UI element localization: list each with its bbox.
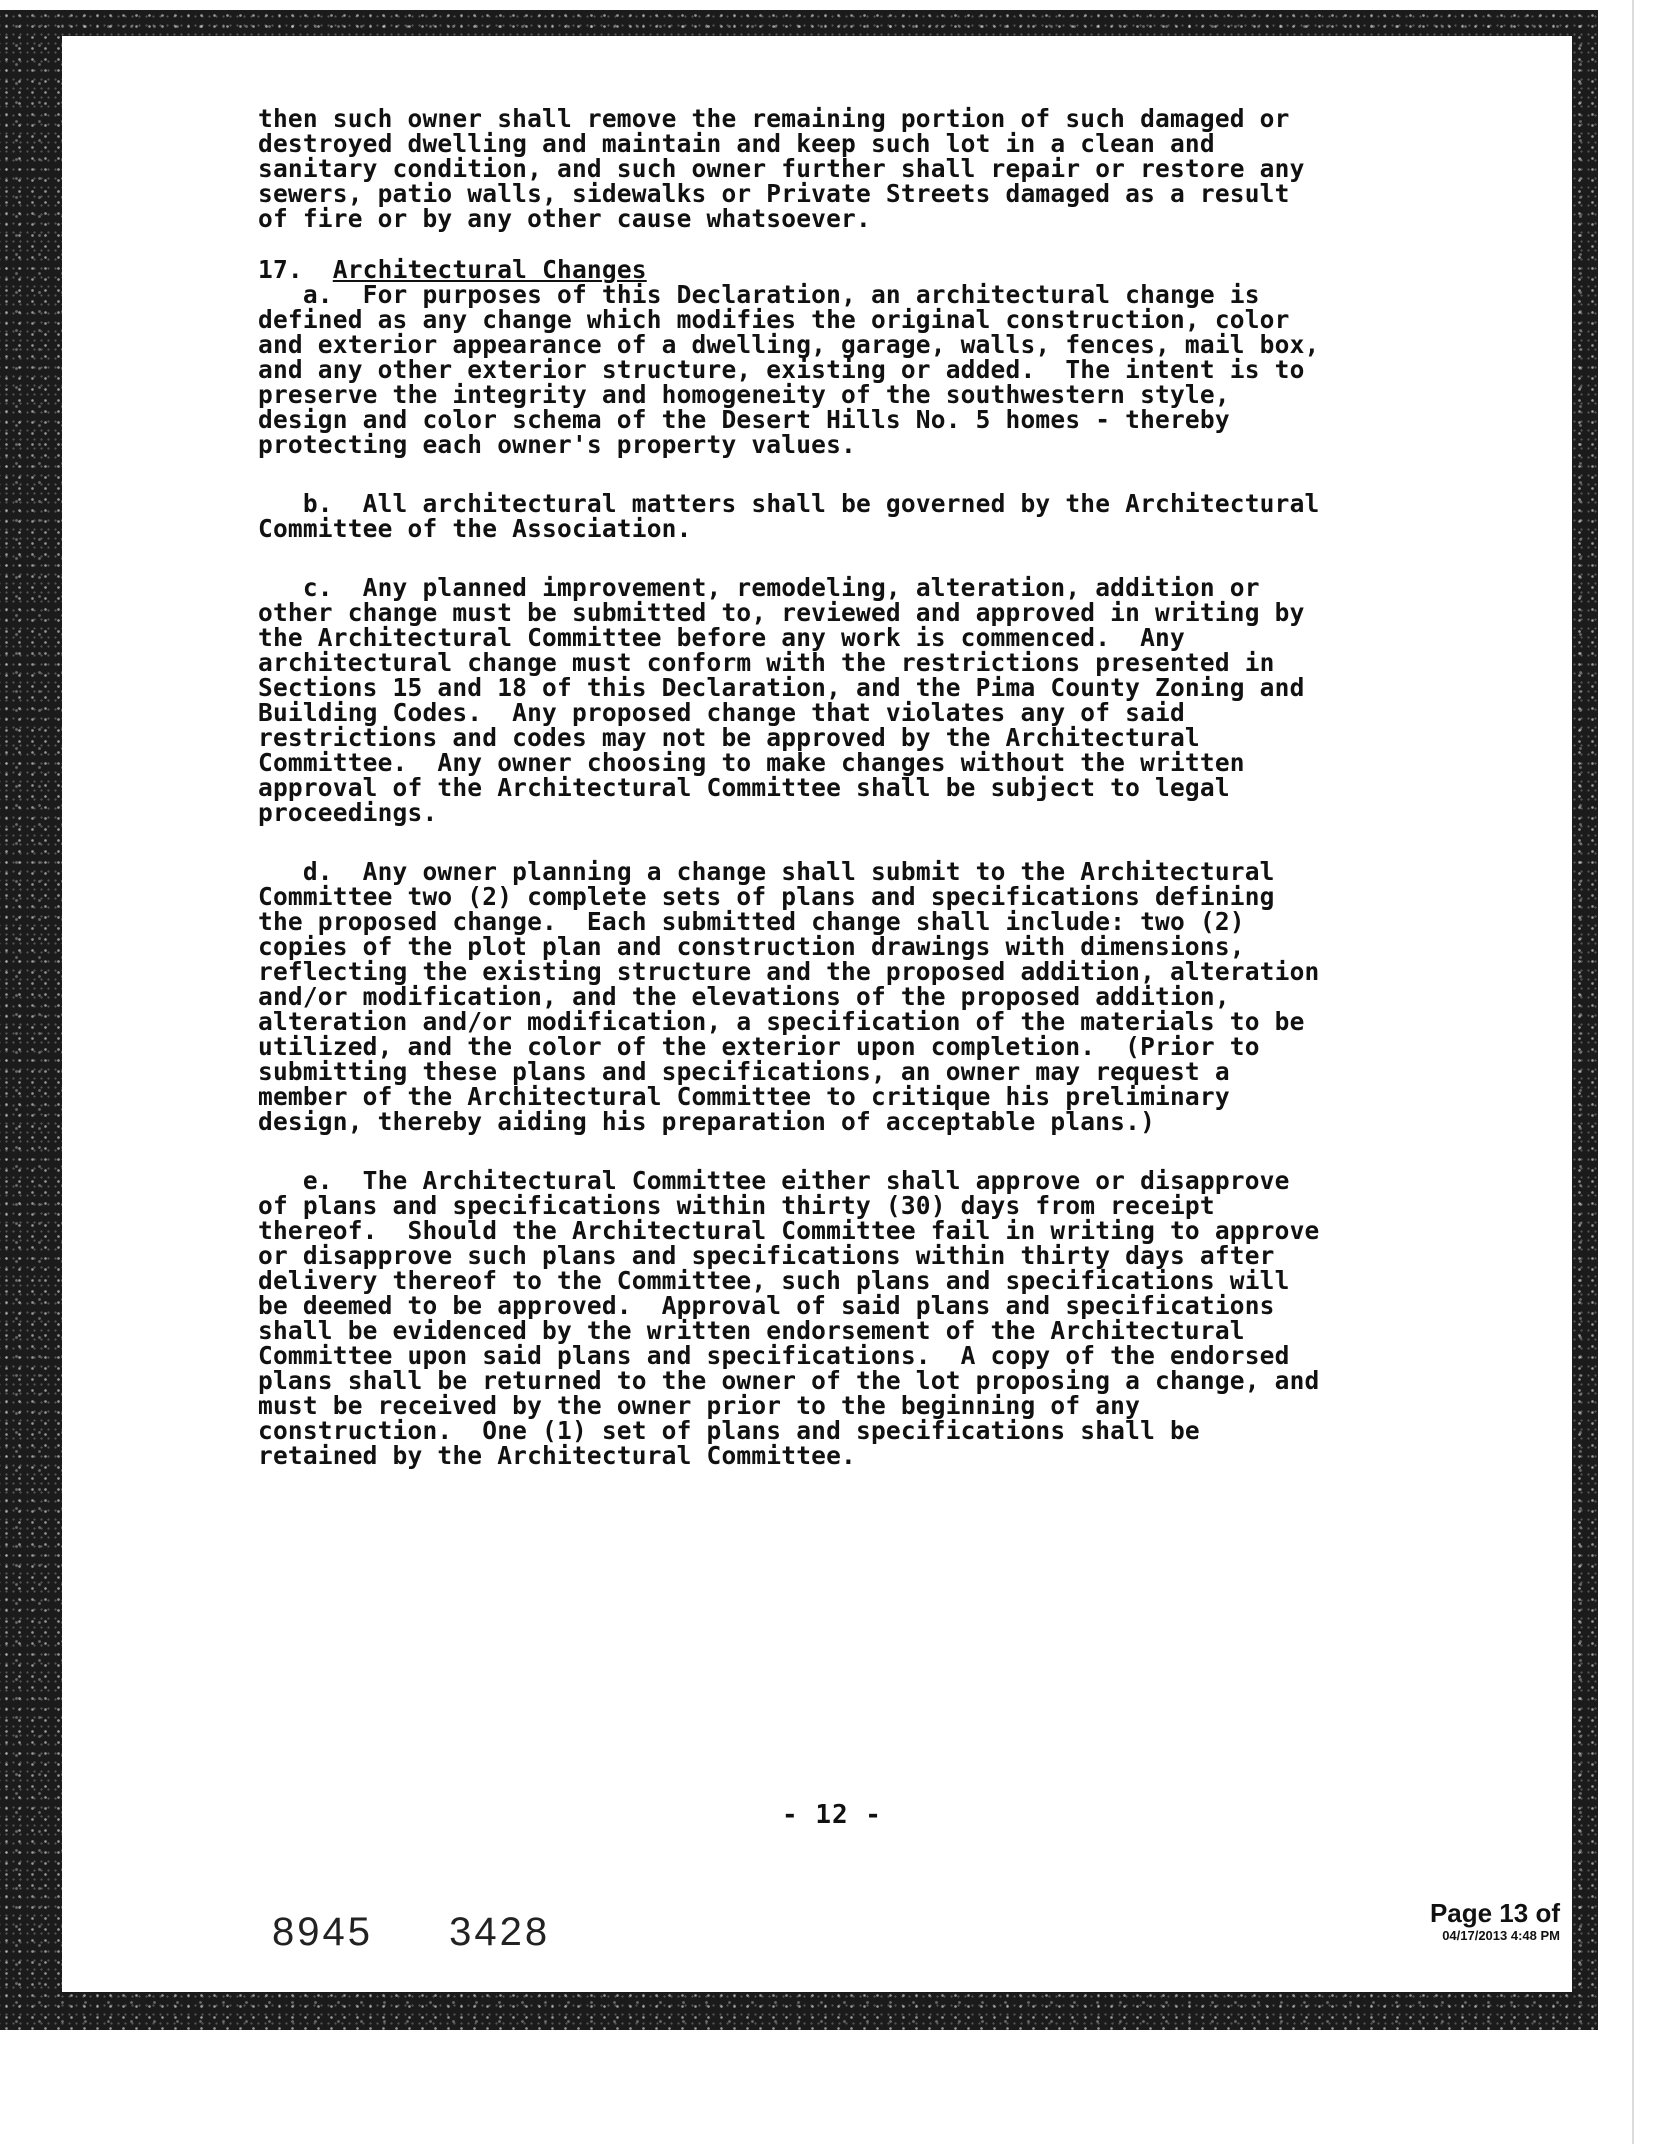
text-line: submitting these plans and specifications, an owner may request a [258,1057,1230,1086]
document-body [258,106,1538,1502]
text-line: a. For purposes of this Declaration, an architectural change is [258,280,1260,309]
continuation-paragraph [258,106,1538,231]
text-line: copies of the plot plan and construction drawings with dimensions, [258,932,1245,961]
text-line: the Architectural Committee before any work is commenced. Any [258,623,1185,652]
text-line: architectural change must conform with the restrictions presented in [258,648,1275,677]
text-line: protecting each owner's property values. [258,430,857,459]
text-line: or disapprove such plans and specifications within thirty days after [258,1241,1275,1270]
section-heading-line [258,257,1538,282]
text-line: restrictions and codes may not be approved by the Architectural [258,723,1200,752]
text-line: e. The Architectural Committee either shall approve or disapprove [258,1166,1290,1195]
stamp-datetime: 04/17/2013 4:48 PM [1442,1928,1560,1943]
text-line: delivery thereof to the Committee, such plans and specifications will [258,1266,1290,1295]
page-stamp [1430,1898,1560,1943]
text-line: of plans and specifications within thirty (30) days from receipt [258,1191,1215,1220]
text-line: reflecting the existing structure and the proposed addition, alteration [258,957,1320,986]
page-number: - 12 - [782,1800,882,1830]
page-count-label: Page 13 of [1429,1898,1560,1928]
section-number: 17. [258,255,303,284]
text-line: sanitary condition, and such owner further shall repair or restore any [258,154,1305,183]
text-line: Sections 15 and 18 of this Declaration, and the Pima County Zoning and [258,673,1305,702]
text-line: be deemed to be approved. Approval of said plans and specifications [258,1291,1275,1320]
text-line: Committee two (2) complete sets of plans and specifications defining [258,882,1275,911]
section-paragraph [258,859,1538,1134]
section-paragraph [258,491,1538,541]
text-line: c. Any planned improvement, remodeling, alteration, addition or [258,573,1260,602]
recording-page-number: 3428 [449,1910,551,1954]
recording-numbers [272,1910,612,1955]
text-line: Committee. Any owner choosing to make changes without the written [258,748,1245,777]
text-line: must be received by the owner prior to the beginning of any [258,1391,1141,1420]
text-line: thereof. Should the Architectural Committee fail in writing to approve [258,1216,1320,1245]
text-line: destroyed dwelling and maintain and keep such lot in a clean and [258,129,1215,158]
text-line: and/or modification, and the elevations of the proposed addition, [258,982,1230,1011]
text-line: sewers, patio walls, sidewalks or Private Streets damaged as a result [258,179,1290,208]
section-paragraphs [258,282,1538,1468]
text-line: construction. One (1) set of plans and specifications shall be [258,1416,1200,1445]
text-line: other change must be submitted to, reviewed and approved in writing by [258,598,1305,627]
text-line: of fire or by any other cause whatsoever. [258,204,871,233]
section-heading: Architectural Changes [332,255,647,284]
text-line: member of the Architectural Committee to critique his preliminary [258,1082,1230,1111]
text-line: Committee upon said plans and specifications. A copy of the endorsed [258,1341,1290,1370]
text-line: proceedings. [258,798,438,827]
text-line: retained by the Architectural Committee. [258,1441,857,1470]
text-line: utilized, and the color of the exterior upon completion. (Prior to [258,1032,1260,1061]
text-line: defined as any change which modifies the original construction, color [258,305,1290,334]
section-paragraph [258,282,1538,457]
text-line: alteration and/or modification, a specification of the materials to be [258,1007,1305,1036]
text-line: b. All architectural matters shall be governed by the Architectural [258,489,1320,518]
text-line: shall be evidenced by the written endorsement of the Architectural [258,1316,1245,1345]
text-line: the proposed change. Each submitted change shall include: two (2) [258,907,1245,936]
recording-book-number: 8945 [272,1910,373,1954]
text-line: Building Codes. Any proposed change that violates any of said [258,698,1185,727]
text-line: preserve the integrity and homogeneity of the southwestern style, [258,380,1230,409]
section-paragraph [258,575,1538,825]
text-line: Committee of the Association. [258,514,692,543]
text-line: approval of the Architectural Committee shall be subject to legal [258,773,1230,802]
text-line: and any other exterior structure, existing or added. The intent is to [258,355,1305,384]
text-line: and exterior appearance of a dwelling, garage, walls, fences, mail box, [258,330,1320,359]
text-line: d. Any owner planning a change shall submit to the Architectural [258,857,1275,886]
text-line: then such owner shall remove the remaining portion of such damaged or [258,104,1290,133]
section-paragraph [258,1168,1538,1468]
text-line: design, thereby aiding his preparation of acceptable plans.) [258,1107,1156,1136]
text-line: plans shall be returned to the owner of the lot proposing a change, and [258,1366,1320,1395]
text-line: design and color schema of the Desert Hills No. 5 homes - thereby [258,405,1230,434]
